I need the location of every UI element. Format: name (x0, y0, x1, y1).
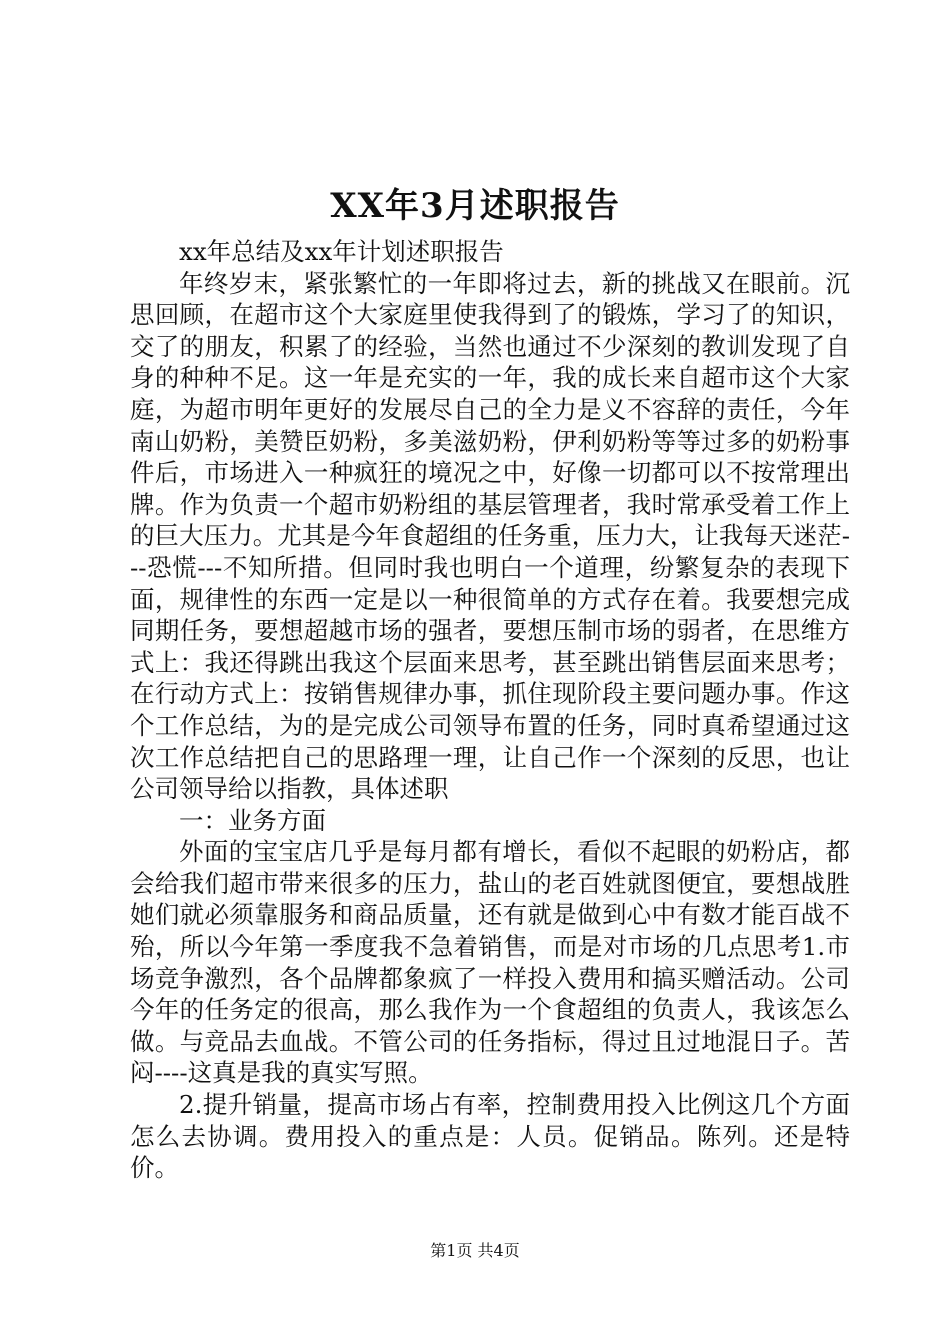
section-heading-business: 一：业务方面 (179, 805, 326, 835)
paragraph-sales: 2.提升销量，提高市场占有率，控制费用投入比例这几个方面怎么去协调。费用投入的重点是：人员。促销品。陈列。还是特价。 (130, 1090, 850, 1183)
document-subtitle: xx年总结及xx年计划述职报告 (179, 237, 504, 266)
page-number-footer: 第1页 共4页 (430, 1241, 520, 1260)
paragraph-business: 外面的宝宝店几乎是每月都有增长，看似不起眼的奶粉店，都会给我们超市带来很多的压力，盐山的老百姓就图便宜，要想战胜她们就必须靠服务和商品质量，还有就是做到心中有数才能百战不殆，所以今年第一季度我不急着销售，而是对市场的几点思考1.市场竞争激烈，各个品牌都象疯了一样投入费用和搞买赠活动。公司今年的任务定的很高，那么我作为一个食超组的负责人，我该怎么做。与竞品去血战。不管公司的任务指标，得过且过地混日子。苦闷----这真是我的真实写照。 (130, 837, 850, 1088)
paragraph-intro: 年终岁末，紧张繁忙的一年即将过去，新的挑战又在眼前。沉思回顾，在超市这个大家庭里使我得到了的锻炼，学习了的知识，交了的朋友，积累了的经验，当然也通过不少深刻的教训发现了自身的种种不足。这一年是充实的一年，我的成长来自超市这个大家庭，为超市明年更好的发展尽自己的全力是义不容辞的责任，今年南山奶粉，美赞臣奶粉，多美滋奶粉，伊利奶粉等等过多的奶粉事件后，市场进入一种疯狂的境况之中，好像一切都可以不按常理出牌。作为负责一个超市奶粉组的基层管理者，我时常承受着工作上的巨大压力。尤其是今年食超组的任务重，压力大，让我每天迷茫---恐慌---不知所措。但同时我也明白一个道理，纷繁复杂的表现下面，规律性的东西一定是以一种很简单的方式存在着。我要想完成同期任务，要想超越市场的强者，要想压制市场的弱者，在思维方式上：我还得跳出我这个层面来思考，甚至跳出销售层面来思考；在行动方式上：按销售规律办事，抓住现阶段主要问题办事。作这个工作总结，为的是完成公司领导布置的任务，同时真希望通过这次工作总结把自己的思路理一理，让自己作一个深刻的反思，也让公司领导给以指教，具体述职 (130, 268, 850, 804)
document-body (130, 236, 850, 1184)
document-title: XX年3月述职报告 (330, 186, 620, 226)
